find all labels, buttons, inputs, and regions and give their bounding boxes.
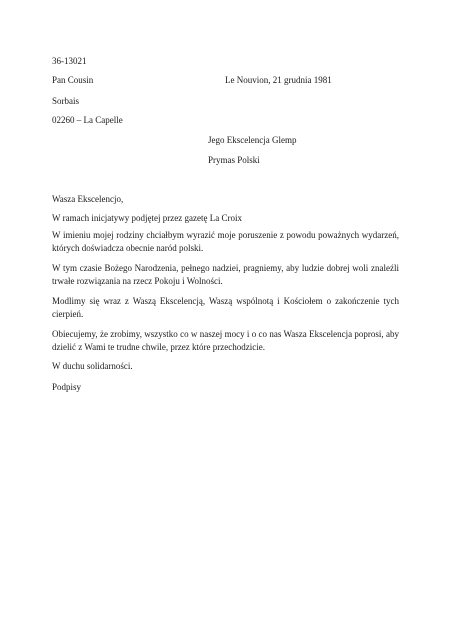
sender-postal-address: 02260 – La Capelle: [52, 115, 123, 125]
paragraph-promise: Obiecujemy, że zrobimy, wszystko co w naszej mocy i o co nas Wasza Ekscelencja poprosi, aby dzielić z Wami te trudne chwile, przez które przechodzicie.: [52, 329, 399, 352]
recipient-title: Jego Ekscelencja Glemp: [208, 135, 297, 145]
paragraph-christmas: W tym czasie Bożego Narodzenia, pełnego nadziei, pragniemy, aby ludzie dobrej woli znaleźli trwałe rozwiązania na rzecz Pokoju i Wolności.: [52, 263, 399, 286]
salutation: Wasza Ekscelencjo,: [52, 194, 124, 204]
paragraph-family: W imieniu mojej rodziny chciałbym wyrazić moje poruszenie z powodu poważnych wydarzeń, których doświadcza obecnie naród polski.: [52, 230, 399, 253]
recipient-role: Prymas Polski: [208, 155, 260, 165]
sender-town: Sorbais: [52, 96, 79, 106]
paragraph-prayer: Modlimy się wraz z Waszą Ekscelencją, Waszą wspólnotą i Kościołem o zakończenie tych cierpień.: [52, 296, 399, 319]
reference-number: 36-13021: [52, 56, 87, 66]
closing-line: W duchu solidarności.: [52, 361, 133, 371]
place-and-date: Le Nouvion, 21 grudnia 1981: [225, 75, 332, 85]
signature-line: Podpisy: [52, 382, 82, 392]
sender-name: Pan Cousin: [52, 75, 94, 85]
paragraph-intro: W ramach inicjatywy podjętej przez gazetę La Croix: [52, 213, 242, 223]
